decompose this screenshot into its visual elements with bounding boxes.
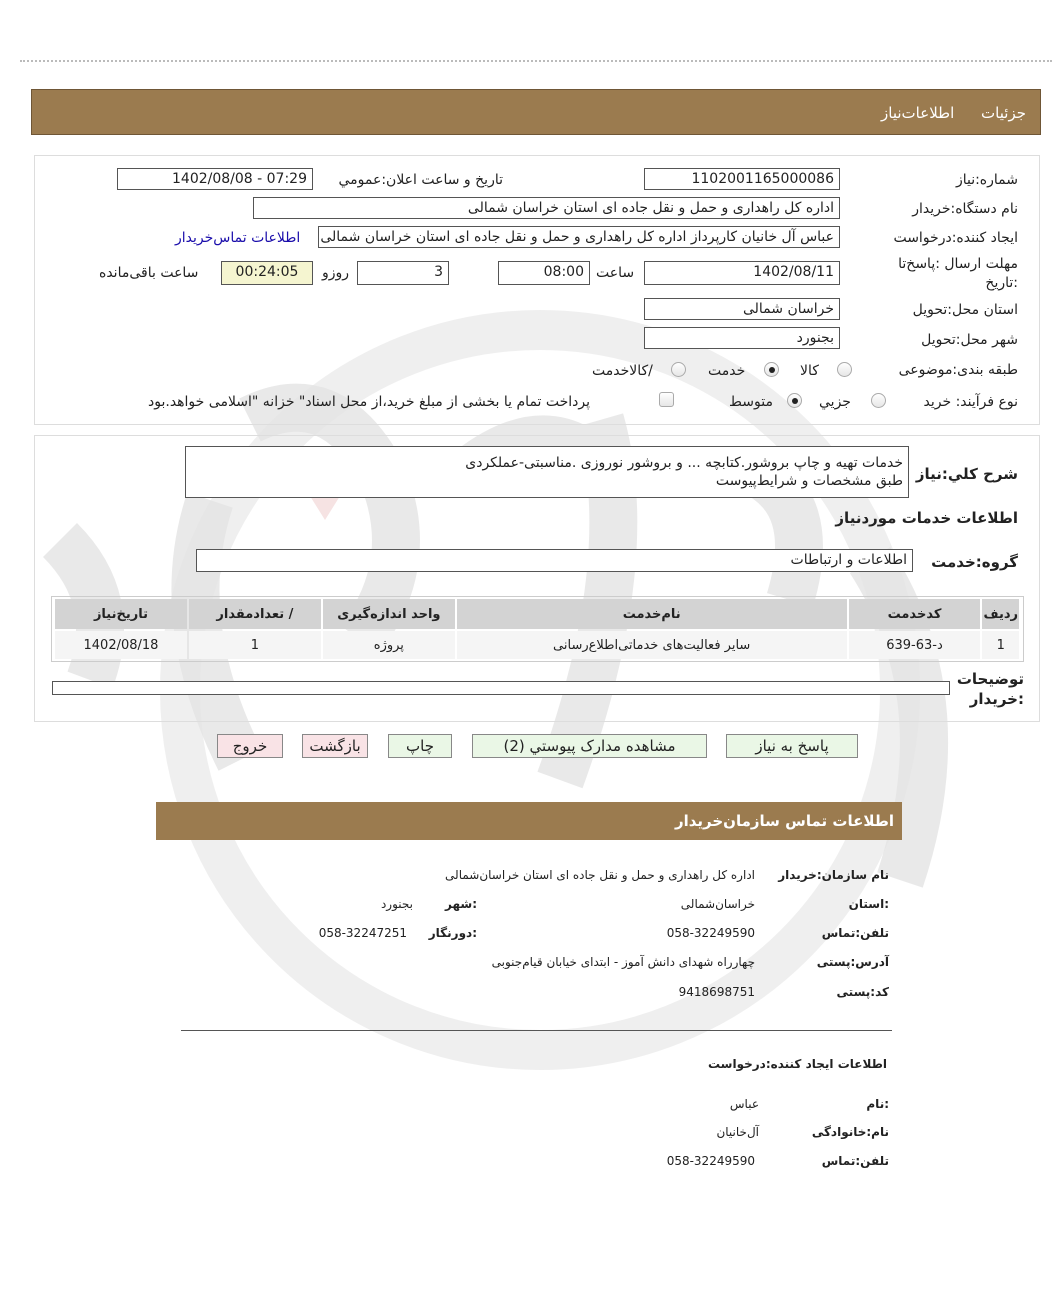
cell-row-no: 1 xyxy=(982,631,1019,659)
description-line-1: خدمات تهیه و چاپ بروشور.کتابچه ... و بروشور نوروزی .مناسبتی-عملکردی xyxy=(465,455,903,471)
tab-details[interactable]: جزئیات xyxy=(981,104,1026,122)
contact-city-label: :شهر xyxy=(445,897,477,911)
creator-name-value: عباس xyxy=(729,1097,759,1111)
province-field: خراسان شمالی xyxy=(644,298,840,320)
cell-unit: پروژه xyxy=(323,631,455,659)
city-field: بجنورد xyxy=(644,327,840,349)
announce-date-label: تاريخ و ساعت اعلان:عمومي xyxy=(338,172,503,188)
description-box xyxy=(185,446,909,498)
process-minor-label: جزیي xyxy=(819,394,851,410)
services-table-frame xyxy=(51,596,1024,662)
remaining-label: ساعت باقی‌مانده xyxy=(99,265,199,281)
reply-button[interactable]: پاسخ به نیاز xyxy=(726,734,858,758)
contact-phone-label: تلفن:تماس xyxy=(821,926,889,940)
deadline-label-2: :تاریخ xyxy=(985,275,1018,291)
col-row-no: ردیف xyxy=(982,599,1019,629)
category-label: طبقه بندی:موضوعی xyxy=(898,362,1018,378)
description-line-2: طبق مشخصات و شرایط‌پیوست xyxy=(715,473,903,489)
creator-label: ایجاد کننده:درخواست xyxy=(893,230,1018,246)
service-group-field: اطلاعات و ارتباطات xyxy=(196,549,913,572)
address-label: آدرس:پستی xyxy=(816,955,889,969)
cell-service-code: د-63-639 xyxy=(849,631,981,659)
creator-phone-value: 058-32249590 xyxy=(666,1154,755,1168)
remaining-time-field: 00:24:05 xyxy=(221,261,313,285)
col-service-name: نام‌خدمت xyxy=(457,599,847,629)
col-need-date: تاریخ‌نیاز xyxy=(55,599,187,629)
need-number-field: 1102001165000086 xyxy=(644,168,840,190)
buyer-contact-link[interactable]: اطلاعات تماس‌خریدار xyxy=(175,230,301,246)
deadline-date-field: 1402/08/11 xyxy=(644,261,840,285)
process-label: نوع فرآیند: خرید xyxy=(923,394,1018,410)
category-goods-label: کالا xyxy=(800,363,819,379)
buyer-notes-label-1: توضیحات xyxy=(956,670,1024,688)
buyer-notes-field xyxy=(52,681,950,695)
address-value: چهارراه شهدای دانش آموز - ابتدای خیابان قیام‌جنوبی xyxy=(491,955,755,969)
city-label: شهر محل:تحویل xyxy=(921,332,1018,348)
category-service-label: خدمت xyxy=(708,363,746,379)
buyer-notes-label-2: :خریدار xyxy=(969,690,1024,708)
org-value: اداره کل راهداری و حمل و نقل جاده ای استان خراسان‌شمالی xyxy=(445,868,755,882)
province-label: استان محل:تحویل xyxy=(912,302,1018,318)
service-group-label: گروه:خدمت xyxy=(931,553,1018,571)
org-label: نام سازمان:خریدار xyxy=(778,868,889,882)
tab-need-info[interactable]: اطلاعات‌نیاز xyxy=(881,104,955,122)
deadline-time-field: 08:00 xyxy=(498,261,590,285)
top-divider xyxy=(20,60,1052,62)
contact-fax-label: :دورنگار xyxy=(428,926,477,940)
treasury-payment-checkbox[interactable] xyxy=(659,392,674,407)
contact-phone-value: 058-32249590 xyxy=(666,926,755,940)
buyer-org-label: نام دستگاه:خریدار xyxy=(912,201,1018,217)
col-service-code: کدخدمت xyxy=(849,599,981,629)
days-field: 3 xyxy=(357,261,449,285)
buyer-org-field: اداره کل راهداری و حمل و نقل جاده ای استان خراسان شمالی xyxy=(253,197,840,219)
creator-family-label: نام:خانوادگی xyxy=(811,1125,889,1139)
buyer-contact-title: اطلاعات تماس سازمان‌خریدار xyxy=(674,812,894,830)
cell-service-name: سایر فعالیت‌های خدماتی‌اطلاع‌رسانی xyxy=(457,631,847,659)
services-title: اطلاعات خدمات موردنیاز xyxy=(835,509,1018,527)
buyer-contact-header xyxy=(156,802,902,840)
contact-province-label: :استان xyxy=(848,897,889,911)
process-medium-label: متوسط xyxy=(729,394,773,410)
treasury-payment-note: پرداخت تمام یا بخشی از مبلغ خرید،از محل اسناد" خزانه "اسلامی خواهد.بود xyxy=(148,394,591,410)
creator-name-label: :نام xyxy=(866,1097,889,1111)
category-goods-radio[interactable] xyxy=(837,362,852,377)
days-label: روزو xyxy=(322,265,350,281)
announce-date-field: 1402/08/08 - 07:29 xyxy=(117,168,313,190)
print-button[interactable]: چاپ xyxy=(388,734,452,758)
contact-province-value: خراسان‌شمالی xyxy=(680,897,755,911)
postal-code-value: 9418698751 xyxy=(678,985,755,999)
deadline-hour-label: ساعت xyxy=(596,265,635,281)
postal-code-label: کد:پستی xyxy=(836,985,889,999)
cell-quantity: 1 xyxy=(189,631,321,659)
need-number-label: شماره:نیاز xyxy=(955,172,1018,188)
need-info-panel xyxy=(34,155,1040,425)
description-label: شرح کلي:نیاز xyxy=(915,465,1018,483)
contact-fax-value: 058-32247251 xyxy=(318,926,407,940)
back-button[interactable]: بازگشت xyxy=(302,734,368,758)
creator-family-value: آل‌خانیان xyxy=(716,1125,759,1139)
col-unit: واحد اندازه‌گیری xyxy=(323,599,455,629)
process-medium-radio[interactable] xyxy=(787,393,802,408)
contact-divider xyxy=(181,1030,892,1031)
view-documents-button[interactable]: مشاهده مدارک پیوستي (2) xyxy=(472,734,707,758)
cell-need-date: 1402/08/18 xyxy=(55,631,187,659)
page-header xyxy=(31,89,1041,135)
creator-phone-label: تلفن:تماس xyxy=(821,1154,889,1168)
process-minor-radio[interactable] xyxy=(871,393,886,408)
category-both-radio[interactable] xyxy=(671,362,686,377)
creator-info-title: اطلاعات ایجاد کننده:درخواست xyxy=(707,1057,887,1071)
exit-button[interactable]: خروج xyxy=(217,734,283,758)
col-quantity: / تعدادمقدار xyxy=(189,599,321,629)
contact-city-value: بجنورد xyxy=(380,897,413,911)
category-both-label: /کالاخدمت xyxy=(592,363,653,379)
deadline-label-1: مهلت ارسال :پاسخ‌تا xyxy=(898,256,1018,272)
creator-field: عباس آل خانیان کارپرداز اداره کل راهداری و حمل و نقل جاده ای استان خراسان شمالی xyxy=(318,226,840,248)
category-service-radio[interactable] xyxy=(764,362,779,377)
